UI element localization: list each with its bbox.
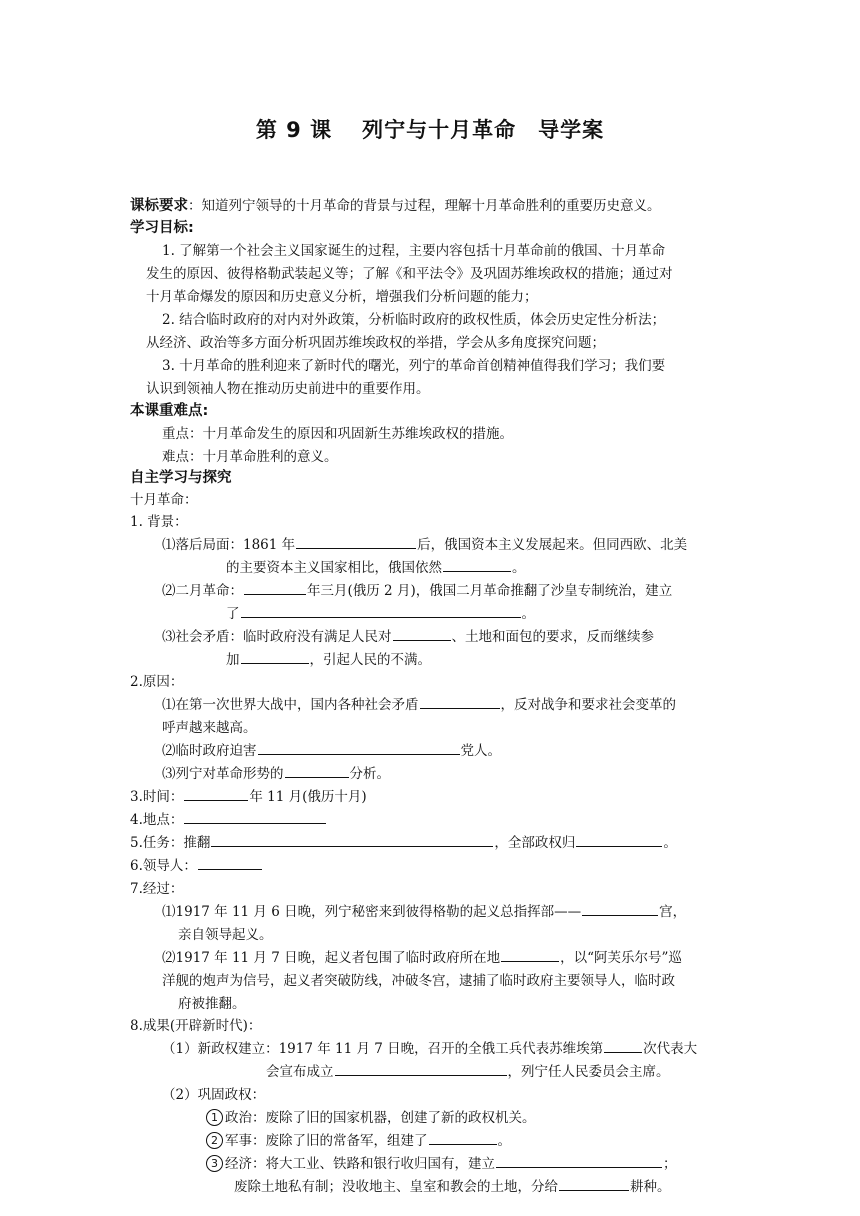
causes-a-line-2: 呼声越来越高。 <box>162 720 257 736</box>
fill-blank[interactable] <box>258 741 460 755</box>
text: ，以“阿芙乐尔号”巡 <box>560 950 682 966</box>
fill-blank[interactable] <box>559 1177 629 1191</box>
fill-blank[interactable] <box>241 604 521 618</box>
text: ⑶列宁对革命形势的 <box>162 766 284 782</box>
background-c-line-2 <box>226 650 431 670</box>
text: 会宣布成立 <box>266 1064 334 1080</box>
goal-3-line-1: 3. 十月革命的胜利迎来了新时代的曙光，列宁的革命首创精神值得我们学习；我们要 <box>162 358 666 374</box>
fill-blank[interactable] <box>285 764 349 778</box>
requirement-text: ：知道列宁领导的十月革命的背景与过程，理解十月革命胜利的重要历史意义。 <box>188 198 661 214</box>
text: 3.时间： <box>130 789 184 805</box>
text: ，反对战争和要求社会变革的 <box>500 697 676 713</box>
text: 政治：废除了旧的国家机器，创建了新的政权机关。 <box>225 1110 536 1126</box>
process-a-line-2: 亲自领导起义。 <box>178 927 273 943</box>
text: ⑶社会矛盾：临时政府没有满足人民对 <box>162 629 392 645</box>
text: 年 11 月(俄历十月) <box>249 789 367 805</box>
goal-2-line-1: 2. 结合临时政府的对内对外政策，分析临时政府的政权性质，体会历史定性分析法； <box>162 312 666 328</box>
fill-blank[interactable] <box>335 1062 507 1076</box>
causes-b-line <box>162 741 501 761</box>
background-a-line-2 <box>226 558 526 578</box>
text: 了 <box>226 606 240 622</box>
process-b-line-3: 府被推翻。 <box>178 996 246 1012</box>
fill-blank[interactable] <box>198 856 262 870</box>
background-b-line-2 <box>226 604 535 624</box>
key-points-label: 本课重难点 <box>130 403 203 419</box>
lesson-topic: 列宁与十月革命 <box>362 118 517 142</box>
text: 分析。 <box>349 766 390 782</box>
goal-2-line-2: 从经济、政治等多方面分析巩固苏维埃政权的举措，学会从多角度探究问题； <box>146 335 605 351</box>
section-time-line <box>130 787 367 807</box>
goals-label: 学习目标 <box>130 220 188 236</box>
text: 后，俄国资本主义发展起来。但同西欧、北美 <box>417 537 688 553</box>
study-topic: 十月革命： <box>130 492 198 508</box>
fill-blank[interactable] <box>244 581 306 595</box>
fill-blank[interactable] <box>296 535 416 549</box>
requirement-label: 课标要求 <box>130 198 188 214</box>
goal-1-line-3: 十月革命爆发的原因和历史意义分析，增强我们分析问题的能力； <box>146 289 538 305</box>
fill-blank[interactable] <box>576 833 662 847</box>
text: 。 <box>497 1133 511 1149</box>
goal-1-line-1: 1. 了解第一个社会主义国家诞生的过程，主要内容包括十月革命前的俄国、十月革命 <box>162 243 666 259</box>
text: 4.地点： <box>130 812 184 828</box>
text: 次代表大 <box>643 1041 698 1057</box>
fill-blank[interactable] <box>443 558 511 572</box>
section-results-heading: 8.成果(开辟新时代)： <box>130 1018 262 1034</box>
text: ，列宁任人民委员会主席。 <box>507 1064 670 1080</box>
text: 军事：废除了旧的常备军，组建了 <box>225 1133 428 1149</box>
fill-blank[interactable] <box>420 695 500 709</box>
text: ⑵二月革命： <box>162 583 243 599</box>
goals-heading: 学习目标: <box>130 220 194 236</box>
results-economy-line-1 <box>206 1154 677 1174</box>
section-leader-line <box>130 856 263 876</box>
process-b-line-1 <box>162 948 682 968</box>
circled-number-1: 1 <box>206 1109 223 1126</box>
text: 宫， <box>659 904 687 920</box>
causes-a-line-1 <box>162 695 676 715</box>
results-military-line <box>206 1131 511 1151</box>
fill-blank[interactable] <box>496 1154 662 1168</box>
page-title <box>0 114 860 144</box>
fill-blank[interactable] <box>211 833 493 847</box>
fill-blank[interactable] <box>501 948 559 962</box>
text: ⑴落后局面：1861 年 <box>162 537 296 553</box>
text: 、土地和面包的要求，反而继续参 <box>451 629 654 645</box>
circled-number-2: 2 <box>206 1132 223 1149</box>
text: 耕种。 <box>630 1179 671 1195</box>
causes-c-line <box>162 764 390 784</box>
fill-blank[interactable] <box>184 787 248 801</box>
results-economy-line-2 <box>234 1177 671 1197</box>
circled-number-3: 3 <box>206 1155 223 1172</box>
text: 。 <box>663 835 677 851</box>
section-place-line <box>130 810 327 830</box>
lesson-kind: 导学案 <box>538 118 605 142</box>
text: 的主要资本主义国家相比，俄国依然 <box>226 560 442 576</box>
text: ⑵1917 年 11 月 7 日晚，起义者包围了临时政府所在地 <box>162 950 501 966</box>
background-b-line-1 <box>162 581 672 601</box>
section-process-heading: 7.经过： <box>130 881 184 897</box>
text: ⑴1917 年 11 月 6 日晚，列宁秘密来到彼得格勒的起义总指挥部—— <box>162 904 582 920</box>
fill-blank[interactable] <box>184 810 326 824</box>
study-heading: 自主学习与探究 <box>130 470 232 486</box>
section-causes-heading: 2.原因： <box>130 674 184 690</box>
section-task-line <box>130 833 677 853</box>
text: （1）新政权建立：1917 年 11 月 7 日晚，召开的全俄工兵代表苏维埃第 <box>162 1041 604 1057</box>
background-c-line-1 <box>162 627 654 647</box>
goal-1-line-2: 发生的原因、彼得格勒武装起义等；了解《和平法令》及巩固苏维埃政权的措施；通过对 <box>146 266 673 282</box>
key-points-heading: 本课重难点: <box>130 403 209 419</box>
requirement-line <box>130 196 661 216</box>
results-politics-line <box>206 1108 536 1128</box>
focus-point: 重点：十月革命发生的原因和巩固新生苏维埃政权的措施。 <box>162 426 513 442</box>
text: 党人。 <box>460 743 501 759</box>
text: 年三月(俄历 2 月)，俄国二月革命推翻了沙皇专制统治，建立 <box>307 583 673 599</box>
text: 加 <box>226 652 240 668</box>
fill-blank[interactable] <box>393 627 451 641</box>
fill-blank[interactable] <box>241 650 309 664</box>
fill-blank[interactable] <box>604 1039 642 1053</box>
text: ⑵临时政府迫害 <box>162 743 257 759</box>
text: 废除土地私有制；没收地主、皇室和教会的土地，分给 <box>234 1179 558 1195</box>
text: ⑴在第一次世界大战中，国内各种社会矛盾 <box>162 697 419 713</box>
lesson-number: 第 9 课 <box>255 118 333 142</box>
background-a-line-1 <box>162 535 687 555</box>
text: 6.领导人： <box>130 858 197 874</box>
text: 5.任务：推翻 <box>130 835 211 851</box>
text: ； <box>663 1156 677 1172</box>
fill-blank[interactable] <box>429 1131 497 1145</box>
text: 。 <box>512 560 526 576</box>
text: ，引起人民的不满。 <box>309 652 431 668</box>
text: 。 <box>521 606 535 622</box>
results-a-line-1 <box>162 1039 697 1059</box>
difficulty-point: 难点：十月革命胜利的意义。 <box>162 449 338 465</box>
process-a-line-1 <box>162 902 686 922</box>
process-b-line-2: 洋舰的炮声为信号，起义者突破防线，冲破冬宫，逮捕了临时政府主要领导人，临时政 <box>162 973 675 989</box>
goal-3-line-2: 认识到领袖人物在推动历史前进中的重要作用。 <box>146 381 430 397</box>
results-b-line: （2）巩固政权： <box>162 1087 266 1103</box>
text: 经济：将大工业、铁路和银行收归国有，建立 <box>225 1156 495 1172</box>
text: ，全部政权归 <box>494 835 576 851</box>
results-a-line-2 <box>266 1062 670 1082</box>
section-background-heading: 1. 背景： <box>130 514 188 530</box>
fill-blank[interactable] <box>582 902 658 916</box>
